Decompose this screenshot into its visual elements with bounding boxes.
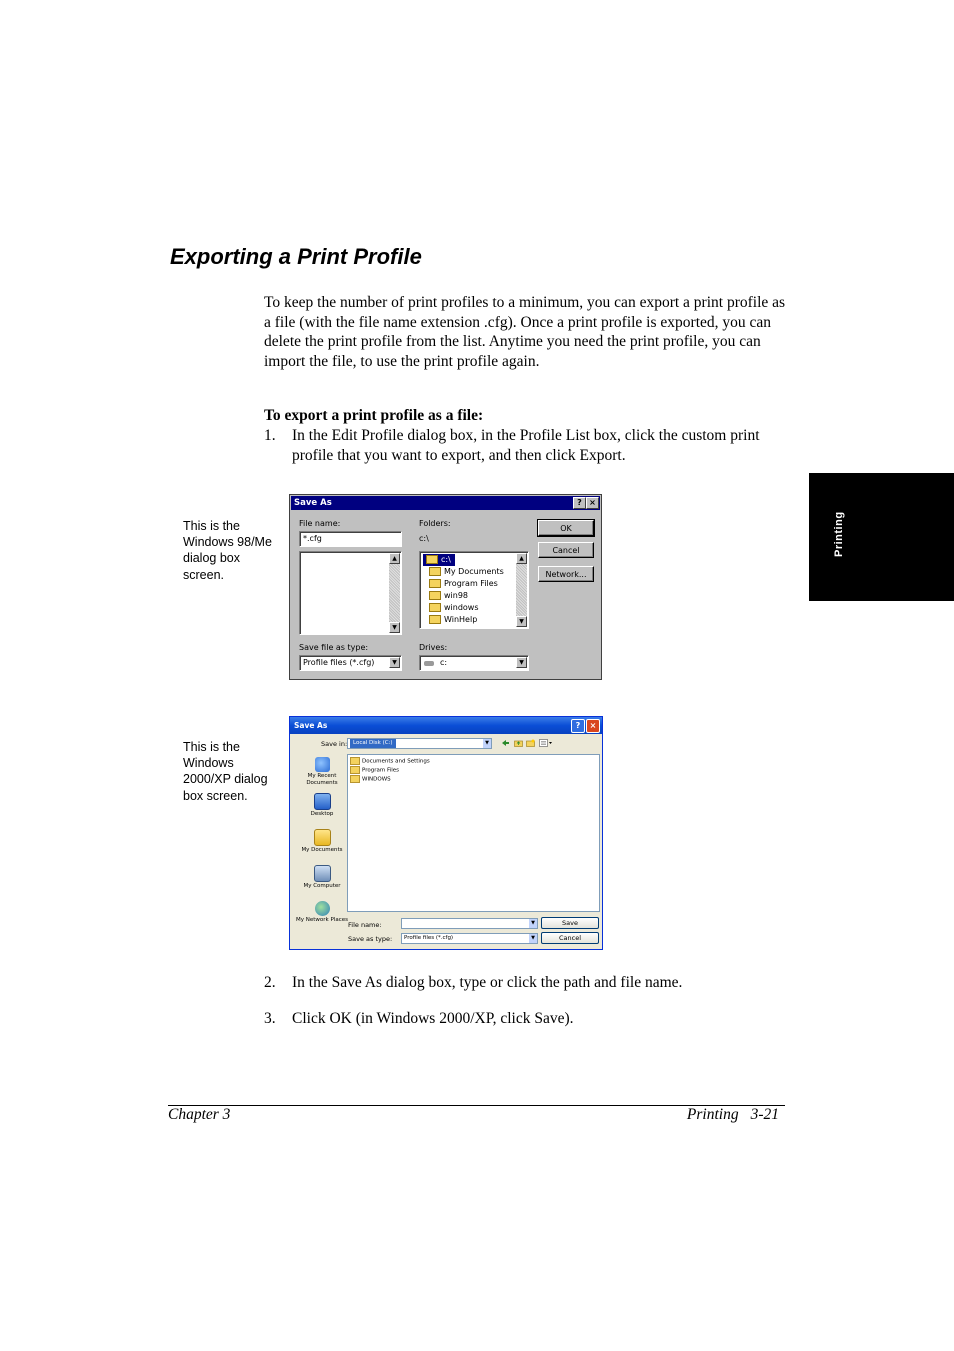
folder-icon (429, 567, 441, 576)
folder-item[interactable]: c:\ (423, 554, 455, 566)
footer-chapter: Chapter 3 (168, 1106, 231, 1123)
intro-paragraph: To keep the number of print profiles to a minimum, you can export a print profile as a file (with the file name extension .cfg). Once a print profile is exported, you can delete the print profile from the list. Anytime you need the print profile, you can import the file, to use the print profile again. (264, 294, 786, 370)
save-type-select[interactable] (401, 933, 538, 944)
close-button[interactable]: × (586, 497, 599, 509)
folder-item[interactable]: My Documents (429, 566, 504, 578)
file-list[interactable] (299, 551, 402, 635)
ok-button[interactable]: OK (538, 520, 594, 536)
help-button[interactable]: ? (571, 719, 585, 733)
folder-icon (350, 757, 360, 765)
save-in-value: Local Disk (C:) (350, 739, 396, 748)
footer-page-info (687, 1106, 779, 1124)
folder-open-icon (426, 555, 438, 564)
cancel-button[interactable]: Cancel (541, 932, 599, 944)
folders-path: c:\ (419, 534, 429, 543)
folders-label: Folders: (419, 519, 451, 528)
folder-icon (429, 615, 441, 624)
folder-item[interactable]: WinHelp (429, 614, 477, 626)
step-number: 1. (264, 427, 276, 444)
folder-item[interactable]: windows (429, 602, 479, 614)
caption-winxp: This is the Windows 2000/XP dialog box screen. (183, 740, 268, 803)
step-1 (264, 426, 786, 465)
dialog-title: Save As (290, 717, 602, 734)
file-name-value: *.cfg (303, 534, 322, 543)
footer-page-number: 3-21 (750, 1106, 779, 1123)
desktop-icon (314, 793, 331, 810)
file-name-label: File name: (348, 921, 382, 929)
scroll-down-icon[interactable]: ▼ (516, 616, 527, 627)
folder-list[interactable] (419, 551, 529, 629)
chevron-down-icon[interactable]: ▼ (389, 657, 400, 668)
place-my-recent-documents[interactable]: My Recent Documents (296, 757, 348, 786)
folder-icon (429, 603, 441, 612)
close-button[interactable]: × (586, 719, 600, 733)
drives-label: Drives: (419, 643, 448, 652)
step-3 (264, 1009, 786, 1029)
back-icon[interactable] (501, 739, 510, 747)
place-my-network-places[interactable]: My Network Places (296, 901, 348, 924)
up-folder-icon[interactable] (514, 739, 523, 747)
save-type-label: Save file as type: (299, 643, 369, 652)
folder-item[interactable]: win98 (429, 590, 468, 602)
scroll-up-icon[interactable]: ▲ (389, 553, 400, 564)
network-places-icon (315, 901, 330, 916)
views-menu-icon[interactable] (539, 739, 553, 747)
winxp-save-as-dialog (289, 716, 603, 950)
caption-win98: This is the Windows 98/Me dialog box screen. (183, 519, 272, 582)
chevron-down-icon[interactable]: ▼ (529, 919, 537, 928)
step-text: In the Edit Profile dialog box, in the Profile List box, click the custom print profile that you want to export, and then click Export. (292, 427, 760, 464)
chevron-down-icon[interactable]: ▼ (483, 739, 491, 748)
step-number: 2. (264, 974, 276, 991)
list-item[interactable]: Documents and Settings (350, 757, 430, 766)
place-my-computer[interactable]: My Computer (296, 865, 348, 890)
file-name-input[interactable] (401, 918, 538, 929)
folder-icon (429, 579, 441, 588)
help-button[interactable]: ? (573, 497, 586, 509)
drives-value: c: (440, 658, 448, 667)
list-item[interactable]: Program Files (350, 766, 399, 775)
procedure-heading: To export a print profile as a file: (264, 407, 484, 424)
network-button[interactable]: Network... (538, 566, 594, 582)
dialog-title: Save As (291, 496, 600, 510)
save-type-value: Profile files (*.cfg) (303, 658, 375, 667)
file-name-input[interactable] (299, 531, 402, 547)
list-item[interactable]: WINDOWS (350, 775, 391, 784)
step-text: Click OK (in Windows 2000/XP, click Save). (292, 1010, 574, 1027)
footer-section: Printing (686, 1106, 739, 1123)
chapter-side-tab (809, 473, 954, 601)
save-in-label: Save in: (321, 740, 348, 748)
new-folder-icon[interactable] (526, 739, 535, 747)
folder-list-scrollbar[interactable] (516, 553, 527, 627)
step-2 (264, 973, 786, 993)
recent-documents-icon (315, 757, 330, 772)
drive-icon (424, 661, 434, 666)
save-type-select[interactable] (299, 655, 402, 671)
folder-item[interactable]: Program Files (429, 578, 498, 590)
save-in-select[interactable] (347, 738, 492, 749)
save-type-value: Profile files (*.cfg) (404, 935, 454, 941)
place-desktop[interactable]: Desktop (296, 793, 348, 818)
my-documents-icon (314, 829, 331, 846)
scroll-down-icon[interactable]: ▼ (389, 622, 400, 633)
section-heading: Exporting a Print Profile (170, 244, 422, 269)
places-bar (296, 751, 348, 949)
file-name-label: File name: (299, 519, 341, 528)
side-tab-label: Printing (833, 511, 845, 557)
folder-icon (429, 591, 441, 600)
step-text: In the Save As dialog box, type or click the path and file name. (292, 974, 683, 991)
file-list[interactable] (347, 754, 600, 912)
my-computer-icon (314, 865, 331, 882)
drives-select[interactable] (419, 655, 529, 671)
chevron-down-icon[interactable]: ▼ (516, 657, 527, 668)
scroll-up-icon[interactable]: ▲ (516, 553, 527, 564)
folder-icon (350, 766, 360, 774)
file-list-scrollbar[interactable] (389, 553, 400, 633)
chevron-down-icon[interactable]: ▼ (529, 934, 537, 943)
win98-save-as-dialog (289, 494, 602, 680)
cancel-button[interactable]: Cancel (538, 542, 594, 558)
save-button[interactable]: Save (541, 917, 599, 929)
folder-icon (350, 775, 360, 783)
save-type-label: Save as type: (348, 935, 393, 943)
place-my-documents[interactable]: My Documents (296, 829, 348, 854)
step-number: 3. (264, 1010, 276, 1027)
